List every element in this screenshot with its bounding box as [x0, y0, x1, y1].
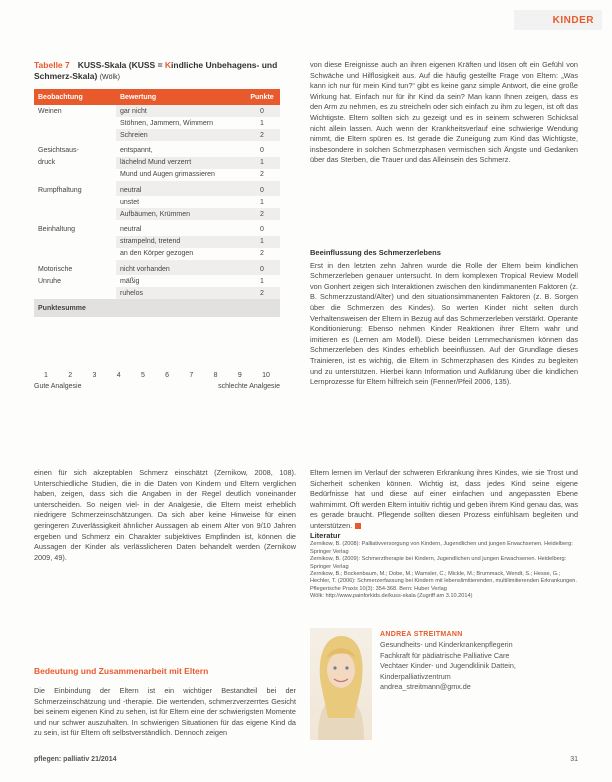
body-text-left-bottom: [34, 686, 296, 739]
table-row: [34, 129, 280, 141]
table-row: [34, 236, 280, 248]
scale-number: 3: [92, 372, 97, 379]
table-row: [34, 196, 280, 208]
cell-points: 1: [260, 198, 264, 206]
header-behavior: Beobachtung: [34, 89, 116, 105]
table-row: [34, 220, 280, 236]
cell-points: 1: [260, 119, 264, 127]
author-line: Fachkraft für pädiatrische Palliative Care: [380, 650, 510, 660]
author-email: andrea_streitmann@gmx.de: [380, 682, 471, 692]
cell-rating: Aufbäumen, Krümmen: [116, 208, 244, 220]
table-row: [34, 157, 280, 169]
table-number: Tabelle 7: [34, 60, 70, 70]
subheading: Beeinflussung des Schmerzerlebens: [310, 248, 441, 257]
author-photo: [310, 628, 372, 740]
cell-points: 1: [260, 277, 264, 285]
cell-behavior: Motorische: [38, 265, 73, 273]
cell-rating: neutral: [120, 226, 142, 233]
literature-entry: Zernikow, B. (2009): Schmerztherapie bei Kindern, Jugendlichen und jungen Erwachsenen. Heidelberg: Springer Verlag: [310, 556, 567, 570]
body-text-left: [34, 468, 296, 563]
literature-block: [310, 532, 578, 601]
table-row: [34, 117, 280, 129]
cell-points: 2: [244, 287, 280, 299]
cell-behavior: [34, 169, 116, 181]
cell-behavior: [34, 248, 116, 260]
scale-number: 8: [213, 372, 218, 379]
cell-behavior: [34, 208, 116, 220]
cell-points: 0: [244, 260, 280, 276]
cell-points: 2: [260, 250, 264, 257]
literature-title: Literatur: [310, 531, 341, 540]
cell-points: 2: [260, 171, 264, 178]
scale-number: 7: [189, 372, 194, 379]
end-mark-icon: [355, 523, 361, 529]
kuss-table: [34, 89, 280, 335]
cell-points: 2: [244, 129, 280, 141]
scale-numbers: [34, 372, 280, 379]
table-row: [34, 275, 280, 287]
author-name: ANDREA STREITMANN: [380, 631, 463, 638]
scale-number: 5: [140, 372, 145, 379]
section-tag: KINDER: [514, 10, 602, 30]
table-title-part1: KUSS-Skala (KUSS =: [77, 60, 165, 70]
author-line: Vechtaer Kinder- und Jugendklinik Dattein,: [380, 661, 516, 671]
page-footer: [34, 756, 578, 763]
cell-behavior: Unruhe: [38, 277, 61, 285]
table-row: [34, 208, 280, 220]
body-text-right-closing: [310, 468, 578, 532]
paragraph-text: Eltern lernen im Verlauf der schweren Erkrankung ihres Kindes, wie sie Trost und Sicherheit schenken können. Wichtig ist, dass jedes Kind seine eigene Bedürfnisse hat und diese auf einer einfachen und angepassten Ebene wahrnimmt. Oft werden Eltern intuitiv richtig und geben ihrem Kind genau das, was es gerade braucht. Pflegende sollten diesen Prozess einfühlsam begleiten und unterstützen.: [310, 468, 578, 530]
scale-number: 4: [116, 372, 121, 379]
paragraph: Erst in den letzten zehn Jahren wurde die Rolle der Eltern beim kindlichen Schmerzerleben genauer untersucht. In dem komplexen Tropical Review Modell von Gonhert zeigen sich Interaktionen zwischen den kindimmanenten Faktoren (z. B. Schmerzzustand/Alter) und den situationsimmanenten Faktoren (z. B. Sorgen über die Schmerzen des Kindes). So werten Kinder nicht selten durch Verhaltensweisen der Eltern in Bezug auf das Schmerzerleben verstärkt. Operante Konditionierung: Ebenso nehmen Kinder Reaktionen ihrer Eltern wahr und imitieren es (Lernen am Modell). Diese beiden Lernmechanismen können das Schmerzerleben des Kindes erheblich beeinflussen. Auf der Grundlage dieses Trainieren, ist es wichtig, die Eltern in Schmerzphasen des Kindes zu begleiten und zu unterstützen. Hierbei kann Information und Aufklärung über die kindlichen Lernprozesse für Eltern hilfreich sein (Fenner/Pfeil 2006, 135).: [310, 260, 578, 387]
footer-page-number: 31: [570, 756, 578, 763]
paragraph: Die Einbindung der Eltern ist ein wichtiger Bestandteil bei der Schmerzeinschätzung und -therapie. Die wertenden, schmerzverzerrtes Gesicht bei seinem eigenen Kind zu sehen, ist für Eltern eine der schwierigsten Momente und nur schwer auszuhalten. In schwierigen Situationen für das eigene Kind da zu sein, ist für Eltern oft selbstverständlich. Dennoch zeigen: [34, 686, 296, 738]
table-row: [34, 287, 280, 299]
table-row: [34, 260, 280, 276]
cell-rating: Schreien: [116, 129, 244, 141]
scale-number: 1: [44, 372, 48, 379]
cell-points: 1: [244, 236, 280, 248]
cell-behavior: [34, 117, 116, 129]
table-title-accent: K: [164, 60, 172, 70]
cell-rating: strampelnd, tretend: [116, 236, 244, 248]
literature-entry: Wölk: http://www.painforkids.de/kuss-skala (Zugriff am 3.10.2014): [310, 593, 473, 600]
cell-rating: lächelnd Mund verzerrt: [116, 157, 244, 169]
table-row: [34, 141, 280, 157]
cell-points: 0: [260, 226, 264, 233]
cell-behavior: Weinen: [38, 107, 62, 115]
table-header-row: [34, 89, 280, 105]
cell-behavior: [34, 236, 116, 248]
author-line: Kinderpalliativzentrum: [380, 671, 451, 681]
cell-behavior: Rumpfhaltung: [38, 186, 82, 194]
body-text-right-top: [310, 60, 578, 166]
scale-number: 2: [68, 372, 73, 379]
cell-rating: entspannt,: [120, 147, 153, 154]
scale-number: 10: [262, 372, 270, 379]
cell-rating: an den Körper gezogen: [120, 250, 194, 257]
paragraph: von diese Ereignisse auch an ihren eigenen Kräften und lösen oft ein Gefühl von Schwäche und Hilflosigkeit aus. Auf die häufig gestellte Frage von Eltern: „Was kann ich nur für mein Kind tun?“ gibt es keine ganz simple Antwort, die eine große Wirkung hat. Einfach nur für ihr Kind da sein? Man kann Ihnen zeigen, dass es den Arm zu nehmen, es zu streicheln oder sich einfach zu ihm zu legen, ist oft das Wichtigste. Eltern sollten sich zu gezeigt und es in seinem schweren Schicksal nicht allein lassen. Auch wenn der Krankheitsverlauf eine schwierige Wendung nimmt, die Eltern spüren es. Ist gerade die Zuneigung zum Kind das Wichtigste, insbesondere in solchen Schmerzphasen vermischen sich Ängste und Gedanken über das Sterben, die Trauer und das Alleinsein des Schmerz.: [310, 60, 578, 165]
cell-points: 0: [244, 105, 280, 117]
analgesia-scale: [34, 372, 280, 390]
scale-labels: [34, 383, 280, 390]
author-line: Gesundheits- und Kinderkrankenpflegerin: [380, 640, 513, 650]
cell-rating: neutral: [116, 181, 244, 197]
table-title-source: (Wölk): [99, 74, 120, 81]
table-row: [34, 181, 280, 197]
scale-number: 9: [237, 372, 242, 379]
table-total-row: [34, 299, 280, 317]
table-title-part2: indliche Unbehagens- und Schmerz-Skala): [34, 60, 278, 81]
total-label: Punktesumme: [34, 299, 280, 317]
cell-behavior: Gesichtsaus-: [38, 147, 79, 154]
cell-rating: mäßig: [120, 277, 140, 285]
scale-right-label: schlechte Analgesie: [218, 383, 280, 390]
paragraph: einen für sich akzeptablen Schmerz einschätzt (Zernikow, 2008, 108). Unterschiedliche Studien, die in die Daten von Kindern und Eltern verglichen haben, zeigen, dass sich die Angaben in der Regel deutlich voneinander unterscheiden. So neigen viel- in der Analgesie, die Eltern meist erheblich niedrigere Schmerzeinschätzungen. Da sich aber keine Hinweise für einen geringeren Zuverlässigkeit ähnlicher Aussagen ab einem Alter von 9/10 Jahren ergeben und Schmerz ein Charakter subjektives Empfinden ist, können die Aussagen der Kinder als verlässlicheren Daten behandelt werden (Zernikow 2009, 49).: [34, 468, 296, 562]
cell-rating: Stöhnen, Jammern, Wimmern: [120, 119, 213, 127]
cell-behavior: [34, 129, 116, 141]
kuss-table-block: [34, 60, 280, 335]
paragraph: [310, 468, 578, 532]
cell-points: 2: [244, 208, 280, 220]
cell-rating: ruhelos: [116, 287, 244, 299]
author-box: [310, 628, 578, 740]
table-blank-row: [34, 317, 280, 335]
table-row: [34, 105, 280, 117]
cell-behavior: [34, 196, 116, 208]
section-heading: Bedeutung und Zusammenarbeit mit Eltern: [34, 666, 209, 676]
cell-points: 0: [244, 181, 280, 197]
cell-behavior: [34, 287, 116, 299]
cell-rating: unstet: [120, 198, 140, 206]
header-points: Punkte: [244, 89, 280, 105]
cell-behavior: druck: [38, 159, 56, 166]
body-text-right-mid: [310, 248, 578, 388]
cell-rating: gar nicht: [116, 105, 244, 117]
author-bio: [380, 630, 578, 692]
scale-number: 6: [165, 372, 170, 379]
footer-magazine: pflegen: palliativ 21/2014: [34, 756, 117, 763]
cell-points: 1: [244, 157, 280, 169]
table-row: [34, 248, 280, 260]
cell-rating: Mund und Augen grimassieren: [120, 171, 215, 178]
cell-points: 0: [260, 147, 264, 154]
cell-rating: nicht vorhanden: [116, 260, 244, 276]
table-title: [34, 60, 280, 89]
scale-left-label: Gute Analgesie: [34, 383, 82, 390]
literature-entry: Zernikow, B. (2008): Palliativversorgung von Kindern, Jugendlichen und jungen Erwachsenen. Heidelberg: Springer Verlag: [310, 541, 573, 555]
cell-behavior: Beinhaltung: [38, 226, 75, 233]
header-rating: Bewertung: [116, 89, 244, 105]
literature-entry: Zernikow, B.; Bockenbaum, M.; Dobe, M.; Wamsler, C.; Mickle, M.; Brummack, Wendt, S.; Hesse, G.; Hechler, T. (2006): Schmerzerfassung bei Kindern mit lebenslimitierenden, multilimitierenden Erkrankungen. Pflegerische Praxis 10(3): 354-368. Bern: Huber Verlag: [310, 571, 577, 592]
table-row: [34, 169, 280, 181]
author-portrait-icon: [310, 628, 372, 740]
